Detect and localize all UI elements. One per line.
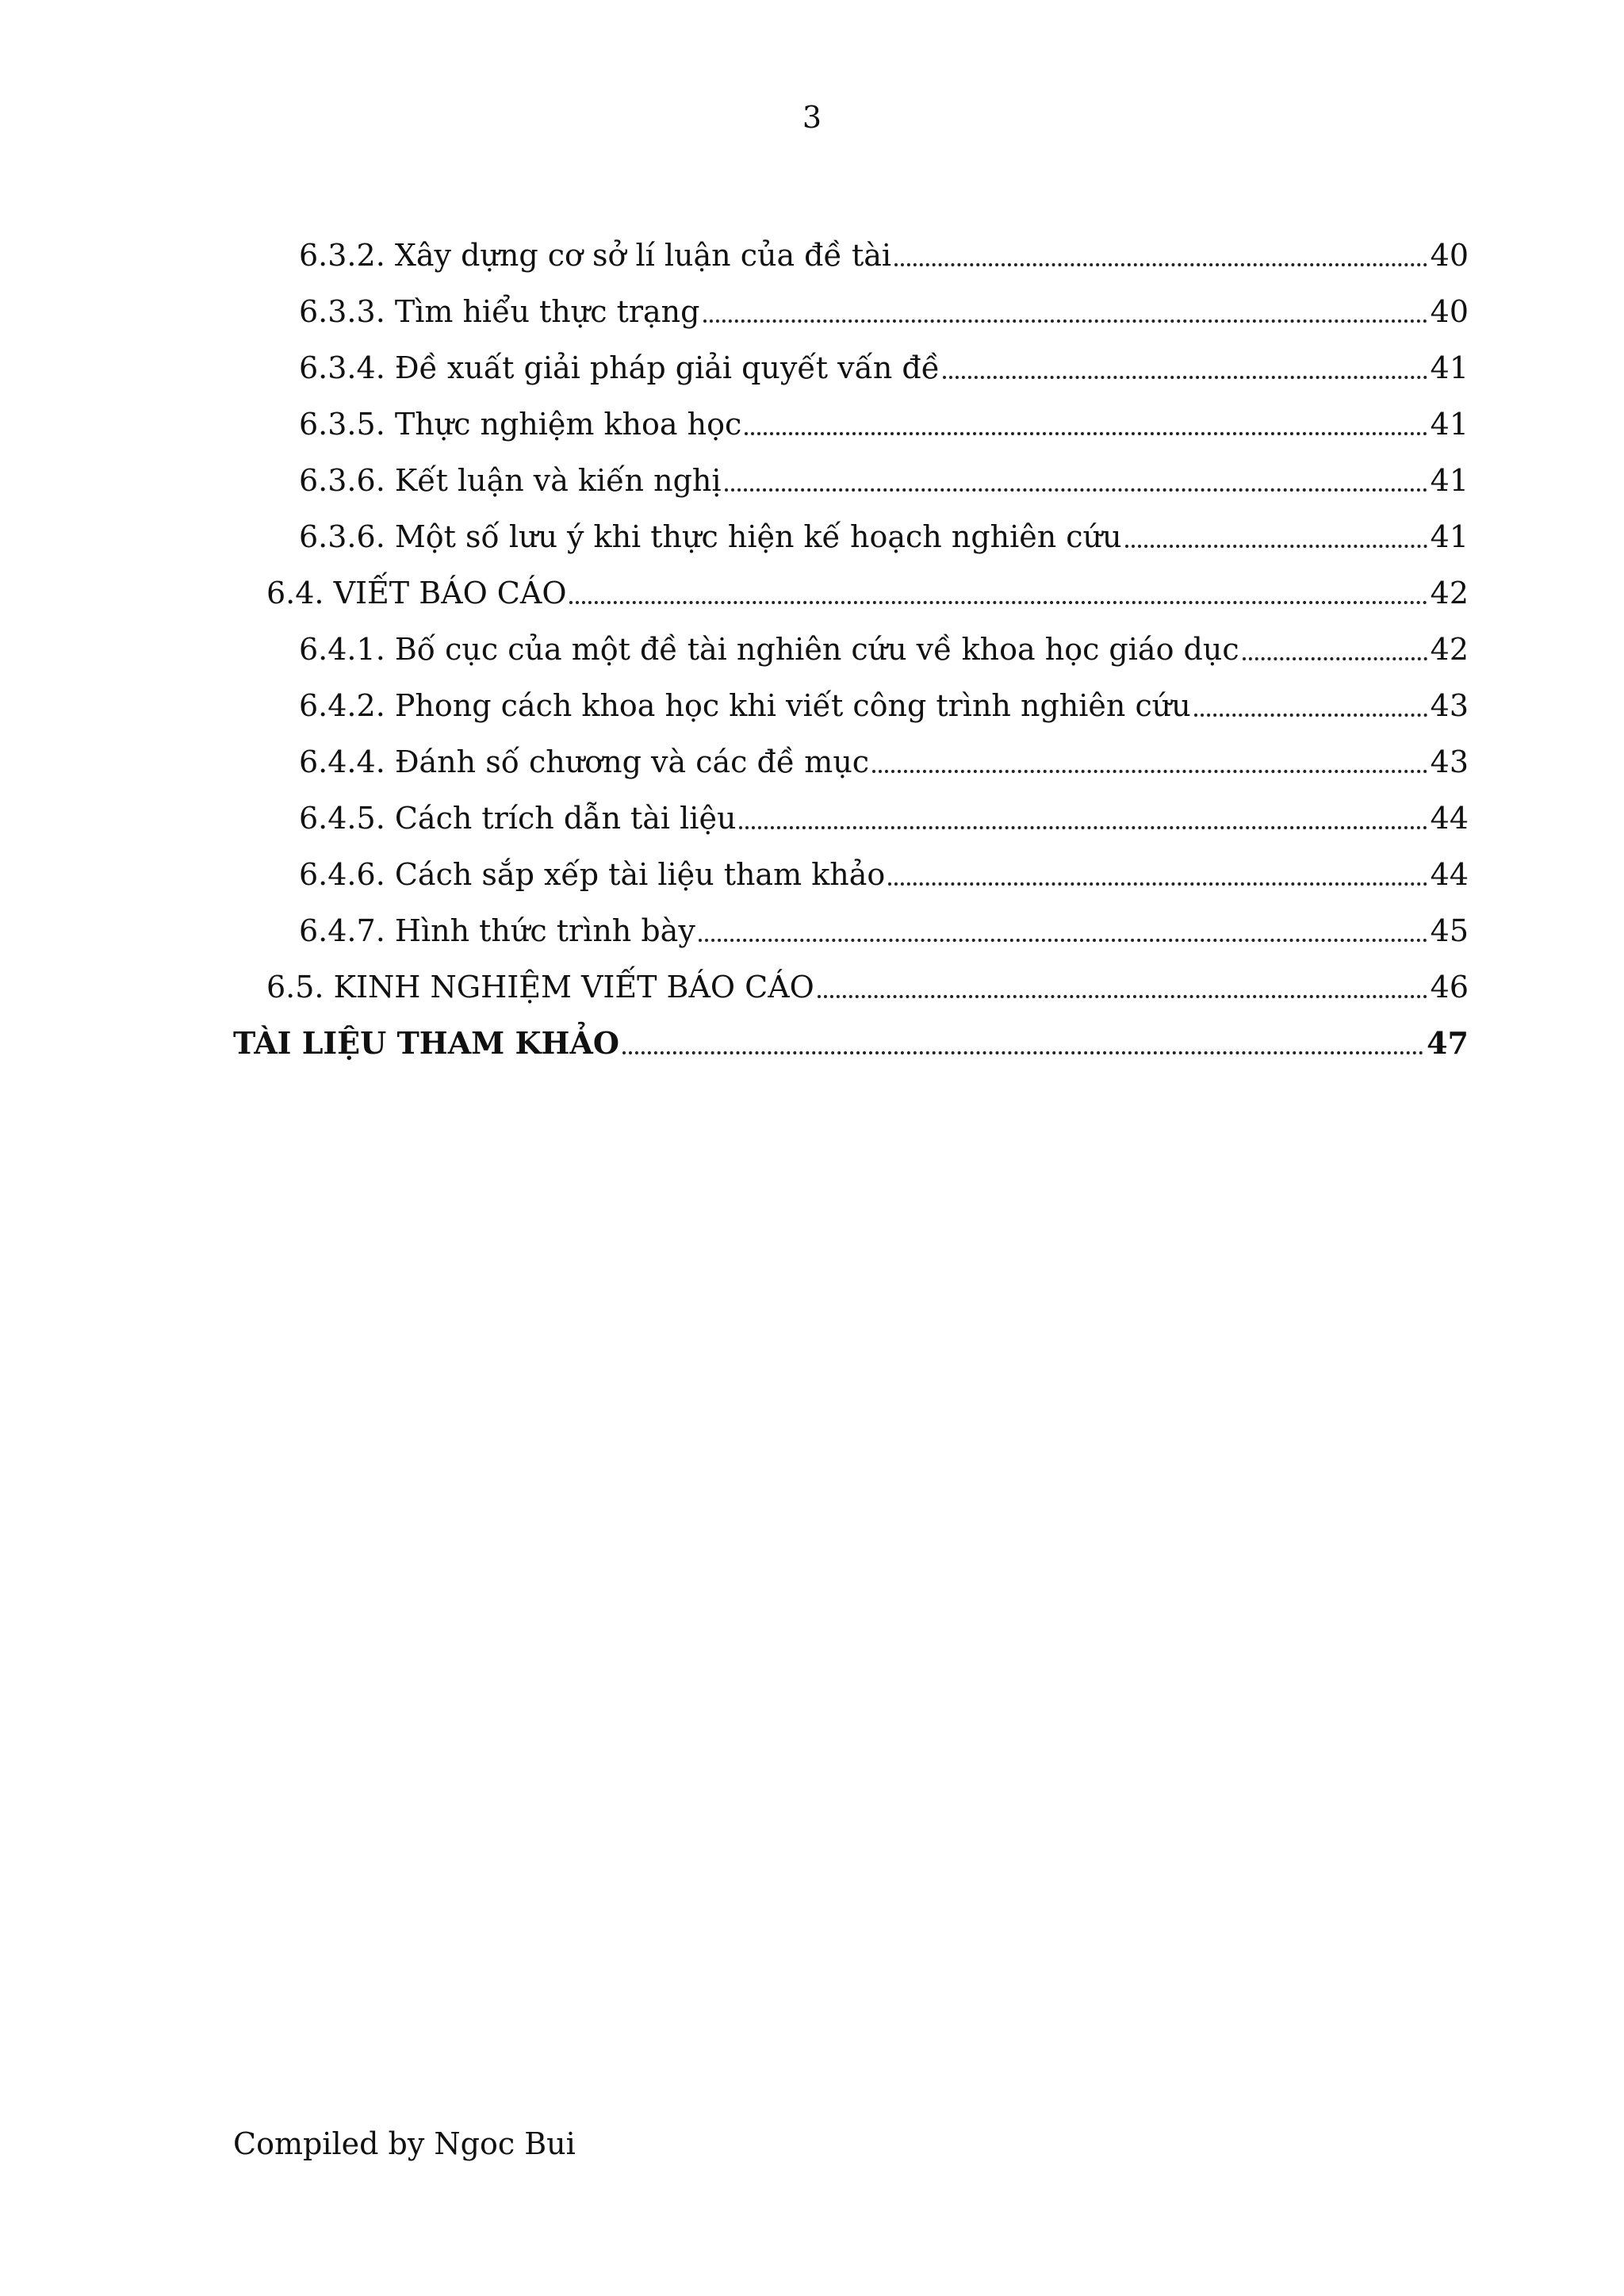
toc-entry[interactable] (299, 851, 1469, 895)
toc-entry[interactable] (266, 569, 1469, 614)
toc-entry-title: 6.4. VIẾT BÁO CÁO (266, 576, 567, 610)
toc-entry[interactable] (299, 626, 1469, 670)
toc-entry-title: 6.4.4. Đánh số chương và các đề mục (299, 744, 870, 779)
toc-leader-dots (745, 432, 1427, 435)
toc-leader-dots (569, 601, 1427, 604)
toc-entry-title: 6.4.6. Cách sắp xếp tài liệu tham khảo (299, 857, 886, 892)
toc-leader-dots (739, 826, 1427, 829)
toc-entry[interactable] (299, 682, 1469, 726)
toc-entry[interactable] (299, 513, 1469, 557)
toc-entry[interactable] (233, 1020, 1469, 1064)
toc-entry-title: 6.4.5. Cách trích dẫn tài liệu (299, 801, 737, 836)
toc-entry-page: 41 (1430, 350, 1469, 385)
toc-entry-page: 43 (1430, 688, 1469, 723)
toc-entry[interactable] (299, 738, 1469, 783)
toc-entry-title: 6.3.5. Thực nghiệm khoa học (299, 407, 742, 442)
toc-entry[interactable] (299, 288, 1469, 332)
page-number: 3 (802, 100, 822, 135)
toc-entry-title: 6.4.1. Bố cục của một đề tài nghiên cứu về khoa học giáo dục (299, 632, 1239, 667)
toc-entry-title: TÀI LIỆU THAM KHẢO (233, 1025, 619, 1061)
footer-credit: Compiled by Ngoc Bui (233, 2126, 576, 2161)
toc-entry-page: 41 (1430, 463, 1469, 498)
toc-leader-dots (1125, 545, 1427, 548)
toc-leader-dots (725, 488, 1427, 492)
toc-entry[interactable] (299, 344, 1469, 388)
toc-entry-title: 6.4.2. Phong cách khoa học khi viết công trình nghiên cứu (299, 688, 1191, 723)
toc-entry-page: 47 (1427, 1025, 1469, 1061)
toc-entry-page: 46 (1430, 970, 1469, 1004)
toc-leader-dots (703, 320, 1427, 323)
toc-entry-title: 6.5. KINH NGHIỆM VIẾT BÁO CÁO (266, 970, 814, 1004)
toc-entry[interactable] (299, 794, 1469, 839)
toc-entry-page: 44 (1430, 857, 1469, 892)
toc-leader-dots (699, 939, 1427, 942)
toc-entry[interactable] (299, 457, 1469, 501)
toc-entry[interactable] (299, 400, 1469, 445)
toc-entry-page: 43 (1430, 744, 1469, 779)
toc-entry[interactable] (266, 963, 1469, 1008)
toc-leader-dots (818, 995, 1427, 998)
toc-entry-page: 45 (1430, 913, 1469, 948)
toc-entry[interactable] (299, 907, 1469, 951)
toc-leader-dots (888, 882, 1427, 886)
toc-leader-dots (872, 770, 1427, 773)
toc-leader-dots (622, 1051, 1423, 1054)
toc-leader-dots (943, 376, 1427, 379)
toc-entry-title: 6.3.2. Xây dựng cơ sở lí luận của đề tài (299, 238, 892, 273)
toc-entry-page: 41 (1430, 519, 1469, 554)
toc-entry-title: 6.3.4. Đề xuất giải pháp giải quyết vấn đề (299, 350, 940, 385)
toc-entry-title: 6.3.6. Một số lưu ý khi thực hiện kế hoạch nghiên cứu (299, 519, 1122, 554)
toc-entry-page: 42 (1430, 576, 1469, 610)
toc-entry-title: 6.3.6. Kết luận và kiến nghị (299, 463, 722, 498)
toc-leader-dots (1194, 714, 1427, 717)
toc-entry-page: 44 (1430, 801, 1469, 836)
toc-entry-page: 42 (1430, 632, 1469, 667)
toc-entry-title: 6.4.7. Hình thức trình bày (299, 913, 695, 948)
toc-entry-page: 40 (1430, 238, 1469, 273)
toc-entry[interactable] (299, 232, 1469, 276)
toc-leader-dots (894, 263, 1427, 266)
toc-entry-page: 41 (1430, 407, 1469, 442)
toc-leader-dots (1243, 657, 1427, 660)
toc-entry-title: 6.3.3. Tìm hiểu thực trạng (299, 294, 700, 329)
toc-entry-page: 40 (1430, 294, 1469, 329)
